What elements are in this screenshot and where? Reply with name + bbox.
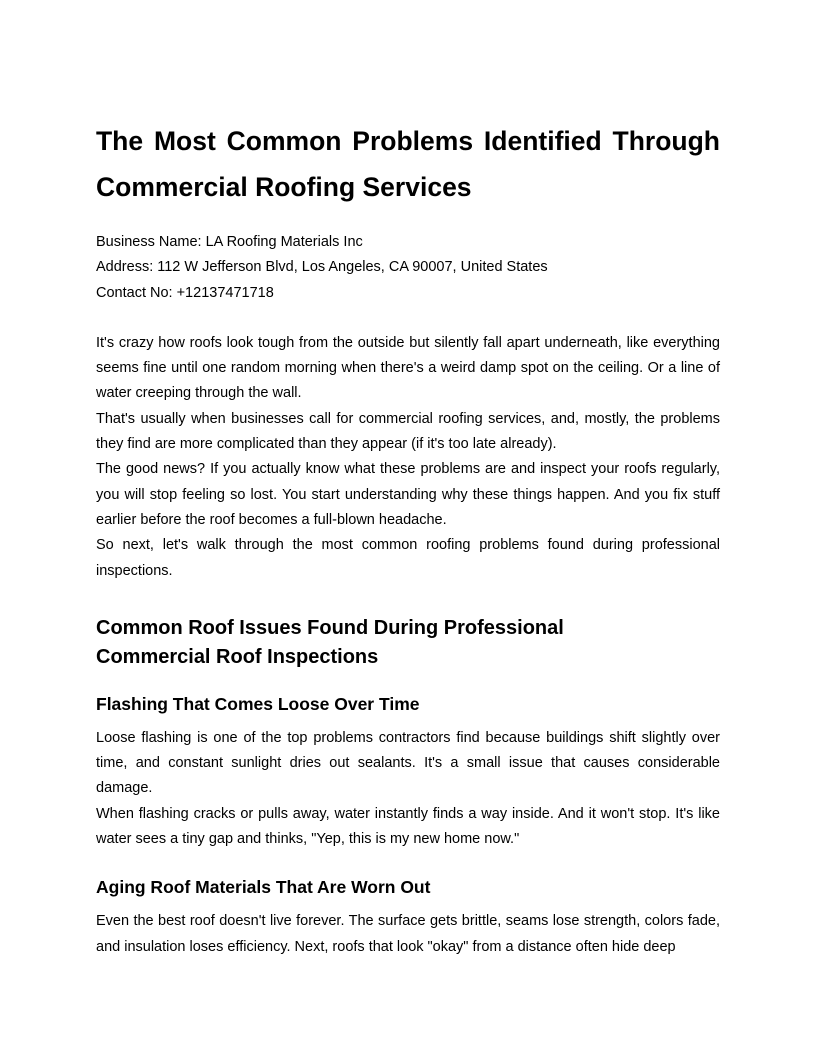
- intro-paragraph: So next, let's walk through the most common roofing problems found during professional inspections.: [96, 537, 720, 579]
- section-heading: [96, 614, 616, 672]
- subsection-body: [96, 909, 720, 960]
- document-page: [96, 118, 720, 960]
- business-contact: Contact No: +12137471718: [96, 284, 274, 301]
- intro-paragraph: It's crazy how roofs look tough from the outside but silently fall apart underneath, like everything seems fine until one random morning when there's a weird damp spot on the ceiling. Or a line of water creeping through the wall.: [96, 334, 720, 402]
- intro-paragraph: The good news? If you actually know what these problems are and inspect your roofs regularly, you will stop feeling so lost. You start understanding why these things happen. And you fix stuff earlier before the roof becomes a full-blown headache.: [96, 461, 720, 528]
- subsection-paragraph: Loose flashing is one of the top problems contractors find because buildings shift slightly over time, and constant sunlight dries out sealants. It's a small issue that causes considerable damage.: [96, 729, 720, 797]
- business-info: [96, 230, 720, 306]
- subsection-heading: Aging Roof Materials That Are Worn Out: [96, 877, 431, 898]
- business-name: Business Name: LA Roofing Materials Inc: [96, 234, 363, 250]
- document-title: [96, 118, 720, 210]
- title-line-2: Commercial Roofing Services: [96, 172, 472, 202]
- subsection-body: [96, 726, 720, 852]
- business-address: Address: 112 W Jefferson Blvd, Los Angeles, CA 90007, United States: [96, 259, 548, 276]
- intro-paragraph: That's usually when businesses call for commercial roofing services, and, mostly, the problems they find are more complicated than they appear (if it's too late already).: [96, 410, 720, 453]
- subsection-paragraph: Even the best roof doesn't live forever. The surface gets brittle, seams lose strength, colors fade, and insulation loses efficiency. Next, roofs that look "okay" from a distance often hide deep: [96, 913, 720, 955]
- intro-section: [96, 331, 720, 584]
- subsection-heading: Flashing That Comes Loose Over Time: [96, 693, 420, 714]
- title-line-1: The Most Common Problems Identified Through: [96, 126, 720, 156]
- section-heading-text: Common Roof Issues Found During Professional Commercial Roof Inspections: [96, 616, 564, 668]
- subsection-paragraph: When flashing cracks or pulls away, water instantly finds a way inside. And it won't stop. It's like water sees a tiny gap and thinks, "Yep, this is my new home now.": [96, 805, 720, 848]
